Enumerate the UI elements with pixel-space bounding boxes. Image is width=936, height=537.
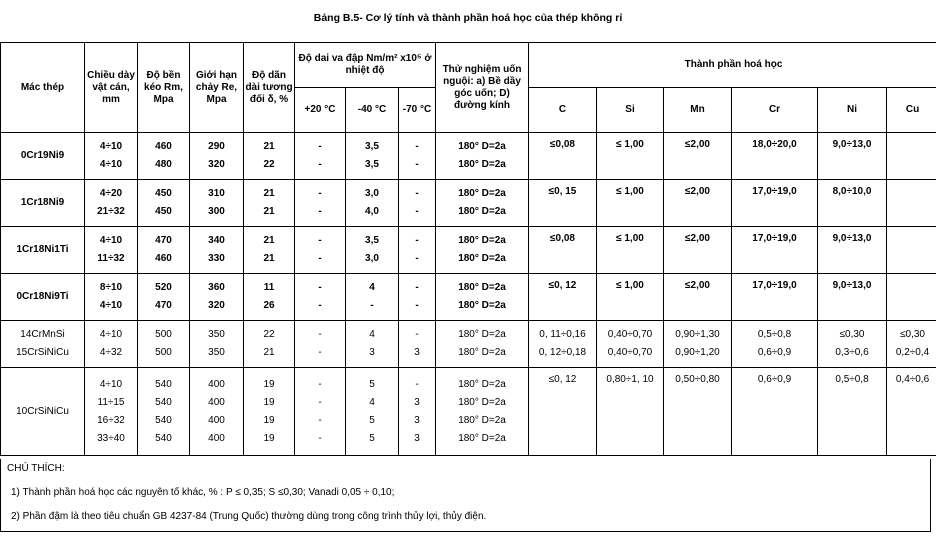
- cr-cell-line: 17,0÷19,0: [752, 280, 797, 291]
- cu-cell: [887, 321, 936, 368]
- table-row: [1, 133, 936, 180]
- elongation-cell-line: 21: [263, 253, 275, 264]
- c-cell-line: 0, 12÷0,18: [538, 347, 587, 358]
- yield-cell-line: 320: [208, 159, 225, 170]
- bend-test-cell: [436, 368, 529, 456]
- note-2: 2) Phần đậm là theo tiêu chuẩn GB 4237-84 (Trung Quốc) thường dùng trong công trình thủy lợi, thủy điện.: [11, 511, 487, 522]
- grade-cell-line: 0Cr19Ni9: [20, 150, 65, 161]
- impact-m40-cell-line: 4: [369, 396, 375, 408]
- elongation-cell: [244, 321, 295, 368]
- yield-cell-line: 400: [208, 432, 225, 444]
- impact-m40-cell-line: 4: [369, 329, 375, 340]
- bend-test-cell-line: 180° D=2a: [458, 329, 506, 340]
- impact-m70-cell-line: -: [415, 159, 419, 170]
- c-cell: [529, 227, 597, 274]
- yield-cell-line: 340: [208, 235, 225, 246]
- tensile-cell-line: 460: [155, 141, 172, 152]
- si-cell-line: ≤ 1,00: [616, 186, 644, 197]
- grade-cell: [1, 133, 85, 180]
- mn-cell: [664, 368, 732, 456]
- elongation-cell-line: 19: [263, 396, 275, 408]
- header-grade: Mác thép: [1, 43, 85, 133]
- cu-cell: [887, 274, 936, 321]
- impact-20-cell-line: -: [318, 432, 322, 444]
- si-cell: [597, 180, 664, 227]
- elongation-cell-line: 21: [263, 188, 275, 199]
- mn-cell: [664, 180, 732, 227]
- yield-cell-line: 330: [208, 253, 225, 264]
- bend-test-cell-line: 180° D=2a: [458, 141, 506, 152]
- thickness-cell-line: 11÷15: [97, 396, 125, 408]
- thickness-cell-line: 4÷10: [99, 300, 123, 311]
- yield-cell: [190, 321, 244, 368]
- ni-cell-line: 9,0÷13,0: [832, 233, 872, 244]
- cr-cell: [732, 274, 818, 321]
- tensile-cell-line: 460: [155, 253, 172, 264]
- bend-test-cell-line: 180° D=2a: [458, 432, 506, 444]
- thickness-cell-line: 8÷10: [99, 282, 123, 293]
- header-yield: Giới hạn chảy Re, Mpa: [190, 43, 244, 133]
- si-cell-line: 0,80÷1, 10: [606, 374, 654, 385]
- impact-m40-cell: [346, 180, 399, 227]
- impact-m70-cell-line: -: [415, 300, 419, 311]
- cr-cell-line: 17,0÷19,0: [752, 233, 797, 244]
- elongation-cell-line: 11: [263, 282, 275, 293]
- impact-m70-cell-line: 3: [414, 432, 420, 444]
- yield-cell-line: 320: [208, 300, 225, 311]
- cr-cell-line: 0,5÷0,8: [757, 329, 792, 340]
- grade-cell: [1, 227, 85, 274]
- impact-m40-cell-line: 3,5: [365, 235, 379, 246]
- header-ni: Ni: [818, 88, 887, 133]
- notes-heading: CHÚ THÍCH:: [7, 463, 65, 474]
- bend-test-cell-line: 180° D=2a: [458, 414, 506, 426]
- impact-m70-cell: [399, 133, 436, 180]
- grade-cell-line: 10CrSiNiCu: [16, 405, 69, 417]
- yield-cell-line: 350: [208, 329, 225, 340]
- impact-m70-cell-line: -: [415, 206, 419, 217]
- impact-m40-cell-line: 5: [369, 432, 375, 444]
- mn-cell-line: ≤2,00: [685, 186, 710, 197]
- mn-cell: [664, 227, 732, 274]
- si-cell-line: 0,40÷0,70: [607, 347, 653, 358]
- c-cell-line: ≤0,08: [550, 233, 575, 244]
- c-cell: [529, 274, 597, 321]
- mn-cell: [664, 133, 732, 180]
- thickness-cell-line: 4÷10: [99, 235, 123, 246]
- impact-20-cell: [295, 368, 346, 456]
- grade-cell-line: 15CrSiNiCu: [16, 347, 69, 358]
- tensile-cell-line: 450: [155, 188, 172, 199]
- grade-cell-line: 1Cr18Ni1Ti: [16, 244, 69, 255]
- impact-m40-cell-line: 3: [369, 347, 375, 358]
- yield-cell: [190, 133, 244, 180]
- header-impact-m40: -40 °C: [346, 88, 399, 133]
- tensile-cell-line: 540: [155, 396, 172, 408]
- mn-cell: [664, 321, 732, 368]
- cr-cell-line: 18,0÷20,0: [752, 139, 797, 150]
- impact-m40-cell-line: 4: [369, 282, 375, 293]
- impact-m70-cell-line: -: [415, 378, 419, 390]
- bend-test-cell-line: 180° D=2a: [458, 159, 506, 170]
- thickness-cell-line: 11÷32: [97, 253, 125, 264]
- impact-m40-cell: [346, 133, 399, 180]
- impact-m40-cell-line: 3,5: [365, 159, 379, 170]
- impact-m40-cell: [346, 368, 399, 456]
- elongation-cell-line: 19: [263, 414, 275, 426]
- cr-cell: [732, 180, 818, 227]
- yield-cell: [190, 180, 244, 227]
- ni-cell-line: 0,5÷0,8: [835, 374, 869, 385]
- si-cell: [597, 133, 664, 180]
- impact-m40-cell: [346, 227, 399, 274]
- c-cell-line: ≤0, 12: [548, 280, 577, 291]
- grade-cell-line: 1Cr18Ni9: [20, 197, 65, 208]
- yield-cell: [190, 274, 244, 321]
- impact-20-cell: [295, 321, 346, 368]
- cr-cell: [732, 321, 818, 368]
- impact-20-cell-line: -: [318, 188, 322, 199]
- impact-m40-cell-line: 3,0: [365, 253, 379, 264]
- c-cell: [529, 180, 597, 227]
- impact-m40-cell-line: 5: [369, 414, 375, 426]
- yield-cell: [190, 227, 244, 274]
- impact-m70-cell-line: 3: [414, 347, 420, 358]
- impact-20-cell-line: -: [318, 253, 322, 264]
- ni-cell-line: 0,3÷0,6: [835, 347, 869, 358]
- elongation-cell: [244, 368, 295, 456]
- header-thickness: Chiều dày vật cán, mm: [85, 43, 138, 133]
- si-cell-line: ≤ 1,00: [616, 139, 644, 150]
- c-cell-line: ≤0, 15: [548, 186, 577, 197]
- impact-m70-cell-line: -: [415, 188, 419, 199]
- yield-cell: [190, 368, 244, 456]
- impact-20-cell-line: -: [318, 300, 322, 311]
- cu-cell: [887, 368, 936, 456]
- tensile-cell-line: 450: [155, 206, 172, 217]
- impact-20-cell-line: -: [318, 329, 322, 340]
- impact-m70-cell-line: -: [415, 253, 419, 264]
- ni-cell: [818, 321, 887, 368]
- thickness-cell-line: 4÷32: [99, 347, 123, 358]
- grade-cell: [1, 321, 85, 368]
- table-row: [1, 274, 936, 321]
- impact-m40-cell-line: -: [370, 300, 374, 311]
- ni-cell-line: 9,0÷13,0: [832, 280, 872, 291]
- impact-m40-cell-line: 4,0: [365, 206, 379, 217]
- header-tensile: Độ bền kéo Rm, Mpa: [138, 43, 190, 133]
- thickness-cell: [85, 133, 138, 180]
- ni-cell-line: 8,0÷10,0: [832, 186, 872, 197]
- impact-m70-cell-line: -: [415, 235, 419, 246]
- elongation-cell: [244, 227, 295, 274]
- impact-20-cell-line: -: [318, 282, 322, 293]
- impact-m70-cell-line: 3: [414, 414, 420, 426]
- si-cell: [597, 227, 664, 274]
- ni-cell-line: ≤0,30: [839, 329, 865, 340]
- notes-box: [0, 459, 931, 532]
- impact-m70-cell: [399, 180, 436, 227]
- impact-20-cell-line: -: [318, 347, 322, 358]
- thickness-cell-line: 21÷32: [97, 206, 125, 217]
- table-row: [1, 180, 936, 227]
- tensile-cell-line: 500: [155, 329, 172, 340]
- impact-20-cell-line: -: [318, 414, 322, 426]
- elongation-cell-line: 22: [263, 159, 275, 170]
- impact-20-cell-line: -: [318, 159, 322, 170]
- elongation-cell-line: 19: [263, 378, 275, 390]
- header-impact-m70: -70 °C: [399, 88, 436, 133]
- table-title: Bảng B.5- Cơ lý tính và thành phần hoá học của thép không rỉ: [313, 12, 623, 24]
- cu-cell-line: ≤0,30: [900, 329, 925, 340]
- tensile-cell-line: 540: [155, 414, 172, 426]
- bend-test-cell-line: 180° D=2a: [458, 206, 506, 217]
- yield-cell-line: 310: [208, 188, 225, 199]
- si-cell-line: 0,40÷0,70: [607, 329, 653, 340]
- header-chemical-group: Thành phần hoá học: [529, 43, 936, 88]
- si-cell: [597, 274, 664, 321]
- grade-cell: [1, 180, 85, 227]
- impact-m70-cell-line: -: [415, 141, 419, 152]
- elongation-cell-line: 19: [263, 432, 275, 444]
- c-cell-line: ≤0, 12: [548, 374, 577, 385]
- bend-test-cell-line: 180° D=2a: [458, 300, 506, 311]
- yield-cell-line: 290: [208, 141, 225, 152]
- tensile-cell: [138, 180, 190, 227]
- thickness-cell-line: 16÷32: [97, 414, 125, 426]
- impact-m70-cell: [399, 321, 436, 368]
- tensile-cell: [138, 274, 190, 321]
- si-cell-line: ≤ 1,00: [616, 280, 644, 291]
- bend-test-cell-line: 180° D=2a: [458, 188, 506, 199]
- steel-properties-table: [0, 42, 936, 456]
- ni-cell: [818, 133, 887, 180]
- header-cu: Cu: [887, 88, 936, 133]
- impact-m70-cell-line: -: [415, 329, 419, 340]
- c-cell: [529, 321, 597, 368]
- tensile-cell-line: 540: [155, 378, 172, 390]
- tensile-cell-line: 500: [155, 347, 172, 358]
- cr-cell-line: 17,0÷19,0: [752, 186, 797, 197]
- impact-20-cell-line: -: [318, 141, 322, 152]
- si-cell: [597, 368, 664, 456]
- si-cell: [597, 321, 664, 368]
- grade-cell-line: 14CrMnSi: [20, 329, 65, 340]
- cu-cell-line: 0,4÷0,6: [895, 374, 930, 385]
- bend-test-cell: [436, 180, 529, 227]
- mn-cell-line: ≤2,00: [685, 280, 710, 291]
- yield-cell-line: 350: [208, 347, 225, 358]
- table-row: [1, 321, 936, 368]
- bend-test-cell-line: 180° D=2a: [458, 235, 506, 246]
- thickness-cell: [85, 368, 138, 456]
- elongation-cell-line: 22: [263, 329, 275, 340]
- thickness-cell-line: 33÷40: [97, 432, 125, 444]
- header-cr: Cr: [732, 88, 818, 133]
- table-row: [1, 227, 936, 274]
- ni-cell-line: 9,0÷13,0: [832, 139, 872, 150]
- header-elongation: Độ dãn dài tương đối δ, %: [244, 43, 295, 133]
- yield-cell-line: 400: [208, 396, 225, 408]
- grade-cell: [1, 274, 85, 321]
- mn-cell: [664, 274, 732, 321]
- cu-cell: [887, 133, 936, 180]
- bend-test-cell-line: 180° D=2a: [458, 378, 506, 390]
- cr-cell: [732, 368, 818, 456]
- cr-cell: [732, 227, 818, 274]
- table-row: [1, 368, 936, 456]
- impact-20-cell: [295, 133, 346, 180]
- tensile-cell-line: 470: [155, 235, 172, 246]
- header-mn: Mn: [664, 88, 732, 133]
- bend-test-cell-line: 180° D=2a: [458, 253, 506, 264]
- impact-m40-cell: [346, 274, 399, 321]
- tensile-cell-line: 540: [155, 432, 172, 444]
- bend-test-cell: [436, 321, 529, 368]
- thickness-cell-line: 4÷10: [99, 378, 123, 390]
- tensile-cell: [138, 227, 190, 274]
- tensile-cell: [138, 321, 190, 368]
- header-bend-test: Thử nghiệm uốn nguội: a) Bề dầy góc uốn; D) đường kính: [436, 43, 529, 133]
- c-cell: [529, 368, 597, 456]
- impact-20-cell-line: -: [318, 396, 322, 408]
- impact-20-cell-line: -: [318, 235, 322, 246]
- cr-cell: [732, 133, 818, 180]
- impact-20-cell-line: -: [318, 206, 322, 217]
- c-cell-line: ≤0,08: [550, 139, 575, 150]
- yield-cell-line: 360: [208, 282, 225, 293]
- mn-cell-line: ≤2,00: [685, 139, 710, 150]
- yield-cell-line: 400: [208, 414, 225, 426]
- cu-cell: [887, 180, 936, 227]
- impact-20-cell-line: -: [318, 378, 322, 390]
- bend-test-cell: [436, 133, 529, 180]
- impact-m40-cell-line: 3,0: [365, 188, 379, 199]
- elongation-cell-line: 21: [263, 347, 275, 358]
- ni-cell: [818, 274, 887, 321]
- thickness-cell: [85, 227, 138, 274]
- elongation-cell: [244, 180, 295, 227]
- cu-cell: [887, 227, 936, 274]
- note-1: 1) Thành phần hoá học các nguyên tố khác, % : P ≤ 0,35; S ≤0,30; Vanadi 0,05 ÷ 0,10;: [11, 487, 395, 498]
- mn-cell-line: 0,90÷1,30: [675, 329, 720, 340]
- c-cell: [529, 133, 597, 180]
- impact-m40-cell-line: 3,5: [365, 141, 379, 152]
- impact-m40-cell: [346, 321, 399, 368]
- thickness-cell-line: 4÷10: [99, 329, 123, 340]
- impact-20-cell: [295, 274, 346, 321]
- bend-test-cell: [436, 227, 529, 274]
- cu-cell-line: 0,2÷0,4: [895, 347, 930, 358]
- bend-test-cell-line: 180° D=2a: [458, 396, 506, 408]
- elongation-cell-line: 26: [263, 300, 275, 311]
- impact-20-cell: [295, 227, 346, 274]
- mn-cell-line: 0,90÷1,20: [675, 347, 720, 358]
- si-cell-line: ≤ 1,00: [616, 233, 644, 244]
- thickness-cell-line: 4÷10: [99, 159, 123, 170]
- ni-cell: [818, 227, 887, 274]
- mn-cell-line: ≤2,00: [685, 233, 710, 244]
- ni-cell: [818, 180, 887, 227]
- ni-cell: [818, 368, 887, 456]
- mn-cell-line: 0,50÷0,80: [675, 374, 720, 385]
- impact-m70-cell-line: 3: [414, 396, 420, 408]
- c-cell-line: 0, 11÷0,16: [539, 329, 586, 340]
- thickness-cell: [85, 180, 138, 227]
- tensile-cell: [138, 368, 190, 456]
- elongation-cell-line: 21: [263, 141, 275, 152]
- grade-cell-line: 0Cr18Ni9Ti: [16, 291, 69, 302]
- header-c: C: [529, 88, 597, 133]
- thickness-cell-line: 4÷20: [99, 188, 123, 199]
- thickness-cell: [85, 274, 138, 321]
- impact-m70-cell: [399, 227, 436, 274]
- impact-m70-cell-line: -: [415, 282, 419, 293]
- tensile-cell: [138, 133, 190, 180]
- yield-cell-line: 300: [208, 206, 225, 217]
- impact-m70-cell: [399, 274, 436, 321]
- bend-test-cell-line: 180° D=2a: [458, 282, 506, 293]
- thickness-cell: [85, 321, 138, 368]
- elongation-cell: [244, 133, 295, 180]
- header-si: Si: [597, 88, 664, 133]
- thickness-cell-line: 4÷10: [99, 141, 123, 152]
- grade-cell: [1, 368, 85, 456]
- impact-m40-cell-line: 5: [369, 378, 375, 390]
- header-impact-group: Độ dai va đập Nm/m² x10⁵ ở nhiệt độ: [295, 43, 436, 88]
- elongation-cell-line: 21: [263, 206, 275, 217]
- impact-20-cell: [295, 180, 346, 227]
- bend-test-cell-line: 180° D=2a: [458, 347, 506, 358]
- elongation-cell-line: 21: [263, 235, 275, 246]
- tensile-cell-line: 520: [155, 282, 172, 293]
- tensile-cell-line: 480: [155, 159, 172, 170]
- tensile-cell-line: 470: [155, 300, 172, 311]
- impact-m70-cell: [399, 368, 436, 456]
- cr-cell-line: 0,6÷0,9: [757, 347, 792, 358]
- cr-cell-line: 0,6÷0,9: [757, 374, 792, 385]
- bend-test-cell: [436, 274, 529, 321]
- elongation-cell: [244, 274, 295, 321]
- yield-cell-line: 400: [208, 378, 225, 390]
- header-impact-20: +20 °C: [295, 88, 346, 133]
